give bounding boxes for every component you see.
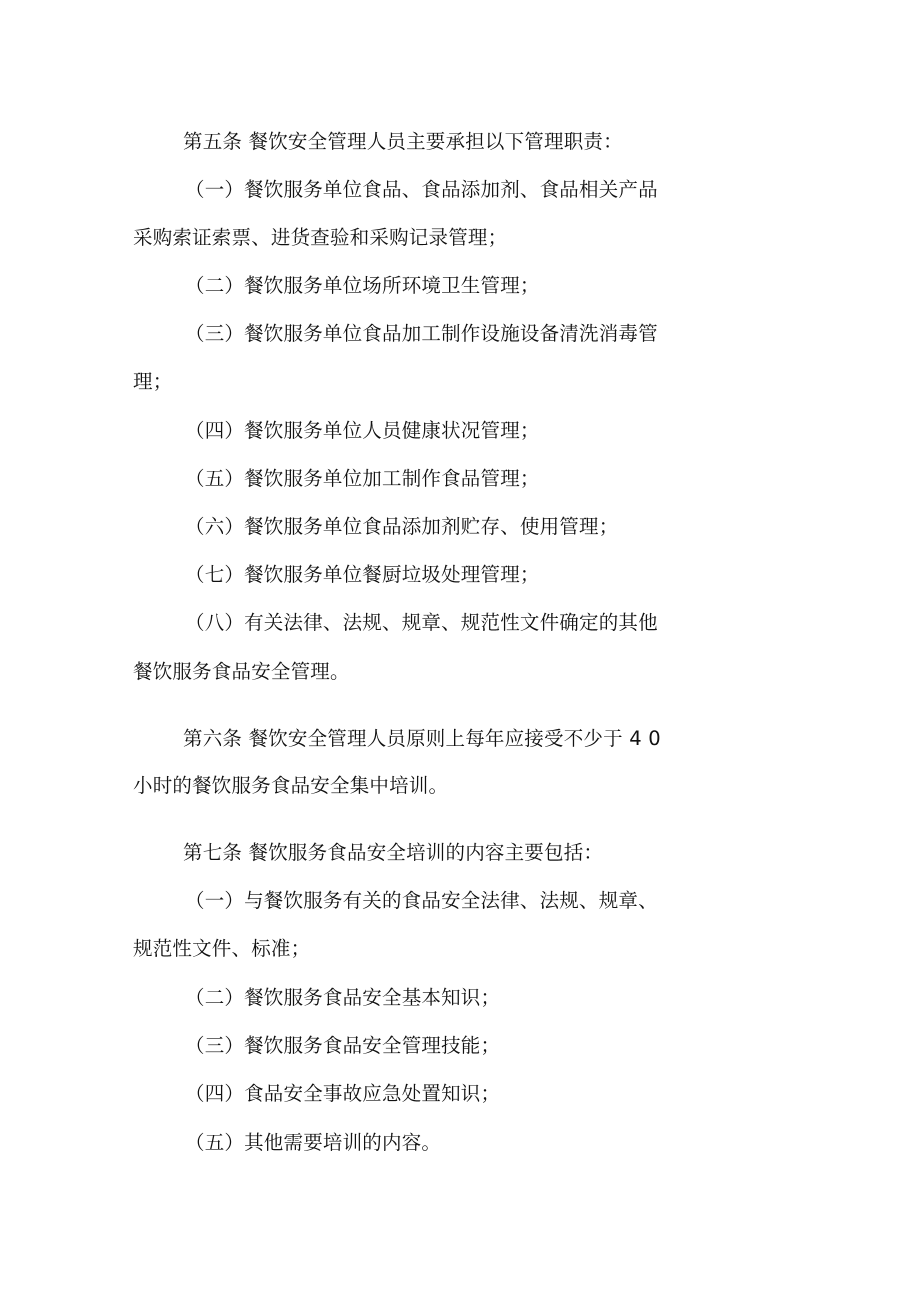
article-5-item-6: （六）餐饮服务单位食品添加剂贮存、使用管理；: [185, 515, 619, 538]
article-5-item-8: （八）有关法律、法规、规章、规范性文件确定的其他: [185, 611, 658, 634]
article-5-item-7: （七）餐饮服务单位餐厨垃圾处理管理；: [185, 563, 540, 586]
article-5-heading: 第五条 餐饮安全管理人员主要承担以下管理职责：: [183, 130, 623, 153]
article-6-continuation: 小时的餐饮服务食品安全集中培训。: [133, 774, 449, 797]
article-5-item-3: （三）餐饮服务单位食品加工制作设施设备清洗消毒管: [185, 322, 658, 345]
article-5-item-8-continuation: 餐饮服务食品安全管理。: [133, 660, 350, 683]
article-7-item-3: （三）餐饮服务食品安全管理技能；: [185, 1034, 501, 1057]
article-7-item-2: （二）餐饮服务食品安全基本知识；: [185, 986, 501, 1009]
article-6-heading: 第六条 餐饮安全管理人员原则上每年应接受不少于 4 0: [183, 727, 661, 750]
article-7-heading: 第七条 餐饮服务食品安全培训的内容主要包括：: [183, 841, 604, 864]
article-7-item-1: （一）与餐饮服务有关的食品安全法律、法规、规章、: [185, 889, 658, 912]
article-5-item-1: （一）餐饮服务单位食品、食品添加剂、食品相关产品: [185, 178, 658, 201]
article-5-item-5: （五）餐饮服务单位加工制作食品管理；: [185, 467, 540, 490]
article-7-item-5: （五）其他需要培训的内容。: [185, 1131, 442, 1154]
article-7-item-4: （四）食品安全事故应急处置知识；: [185, 1082, 501, 1105]
article-5-item-3-continuation: 理；: [133, 370, 173, 393]
article-7-item-1-continuation: 规范性文件、标准；: [133, 937, 311, 960]
article-5-item-1-continuation: 采购索证索票、进货查验和采购记录管理；: [133, 226, 508, 249]
article-5-item-4: （四）餐饮服务单位人员健康状况管理；: [185, 419, 540, 442]
article-5-item-2: （二）餐饮服务单位场所环境卫生管理；: [185, 274, 540, 297]
